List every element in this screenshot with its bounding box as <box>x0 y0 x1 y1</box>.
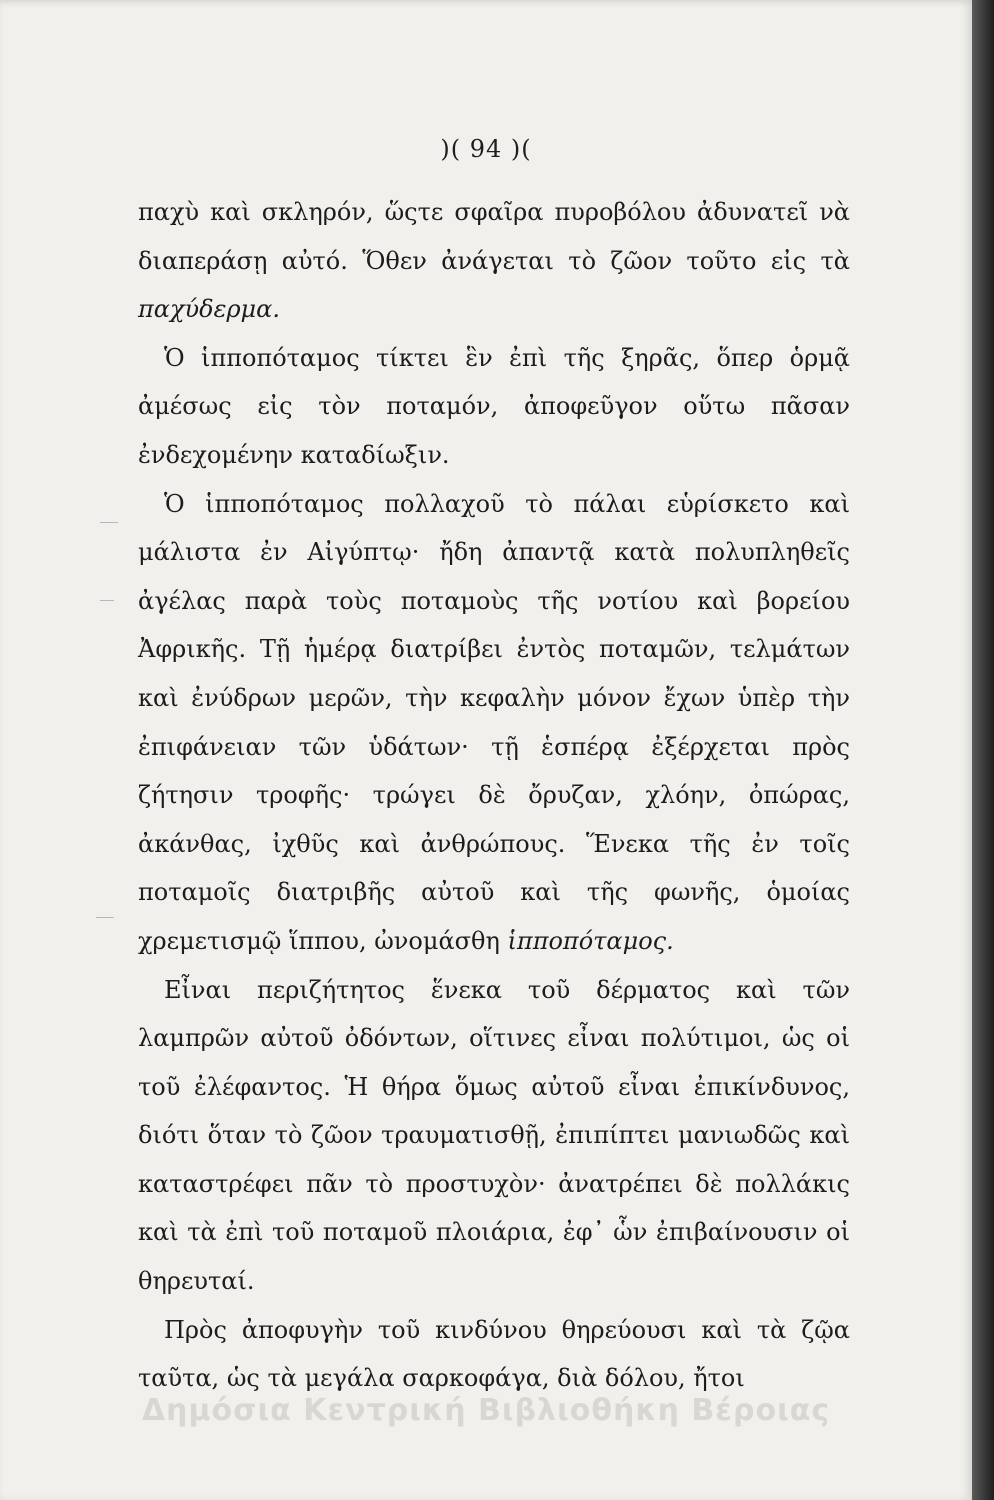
paragraph-4 <box>138 966 850 1306</box>
margin-mark <box>100 600 114 601</box>
paragraph-1 <box>138 188 850 334</box>
paragraph-2-text: Ὁ ἱπποπόταμος τίκτει ἓν ἐπὶ τῆς ξηρᾶς, ὅπερ ὁρμᾷ ἀμέσως εἰς τὸν ποταμόν, ἀποφεῦγον οὕτω πᾶσαν ἐνδεχομένην καταδίωξιν. <box>138 343 850 469</box>
paragraph-4-text: Εἶναι περιζήτητος ἕνεκα τοῦ δέρματος καὶ τῶν λαμπρῶν αὐτοῦ ὀδόντων, οἵτινες εἶναι πολύτιμοι, ὡς οἱ τοῦ ἐλέφαντος. Ἡ θήρα ὅμως αὐτοῦ εἶναι ἐπικίνδυνος, διότι ὅταν τὸ ζῶον τραυματισθῇ, ἐπιπίπτει μανιωδῶς καὶ καταστρέφει πᾶν τὸ προστυχὸν· ἀνατρέπει δὲ πολλάκις καὶ τὰ ἐπὶ τοῦ ποταμοῦ πλοιάρια, ἐφ᾽ ὧν ἐπιβαίνουσιν οἱ θηρευταί. <box>138 975 850 1296</box>
library-watermark: Δημόσια Κεντρική Βιβλιοθήκη Βέροιας <box>141 1393 831 1428</box>
paragraph-5-text: Πρὸς ἀποφυγὴν τοῦ κινδύνου θηρεύουσι καὶ τὰ ζῷα ταῦτα, ὡς τὰ μεγάλα σαρκοφάγα, διὰ δόλου, ἤτοι <box>138 1315 850 1393</box>
text-body <box>138 188 850 1403</box>
paragraph-3-text: Ὁ ἱπποπόταμος πολλαχοῦ τὸ πάλαι εὑρίσκετο καὶ μάλιστα ἐν Αἰγύπτῳ· ἤδη ἀπαντᾷ κατὰ πολυπληθεῖς ἀγέλας παρὰ τοὺς ποταμοὺς τῆς νοτίου καὶ βορείου Ἀφρικῆς. Τῇ ἡμέρᾳ διατρίβει ἐντὸς ποταμῶν, τελμάτων καὶ ἐνύδρων μερῶν, τὴν κεφαλὴν μόνον ἔχων ὑπὲρ τὴν ἐπιφάνειαν τῶν ὑδάτων· τῇ ἑσπέρᾳ ἐξέρχεται πρὸς ζήτησιν τροφῆς· τρώγει δὲ ὄρυζαν, χλόην, ὀπώρας, ἀκάνθας, ἰχθῦς καὶ ἀνθρώπους. Ἕνεκα τῆς ἐν τοῖς ποταμοῖς διατριβῆς αὐτοῦ καὶ τῆς φωνῆς, ὁμοίας χρεμετισμῷ ἵππου, ὠνομάσθη <box>138 489 850 955</box>
paragraph-1-text: παχὺ καὶ σκληρόν, ὥςτε σφαῖρα πυροβόλου ἀδυνατεῖ νὰ διαπεράσῃ αὐτό. Ὅθεν ἀνάγεται τὸ ζῶον τοῦτο εἰς τὰ <box>138 198 850 275</box>
margin-mark <box>96 917 114 918</box>
paragraph-5 <box>138 1306 850 1403</box>
paragraph-3 <box>138 480 850 966</box>
paragraph-1-italic-term: παχύδερμα. <box>138 295 280 324</box>
page-edge-shadow <box>972 0 994 1500</box>
paragraph-3-italic-term: ἱπποπόταμος. <box>507 926 674 955</box>
paragraph-2 <box>138 334 850 480</box>
page-number: )( 94 )( <box>440 135 532 163</box>
margin-mark <box>100 522 118 523</box>
